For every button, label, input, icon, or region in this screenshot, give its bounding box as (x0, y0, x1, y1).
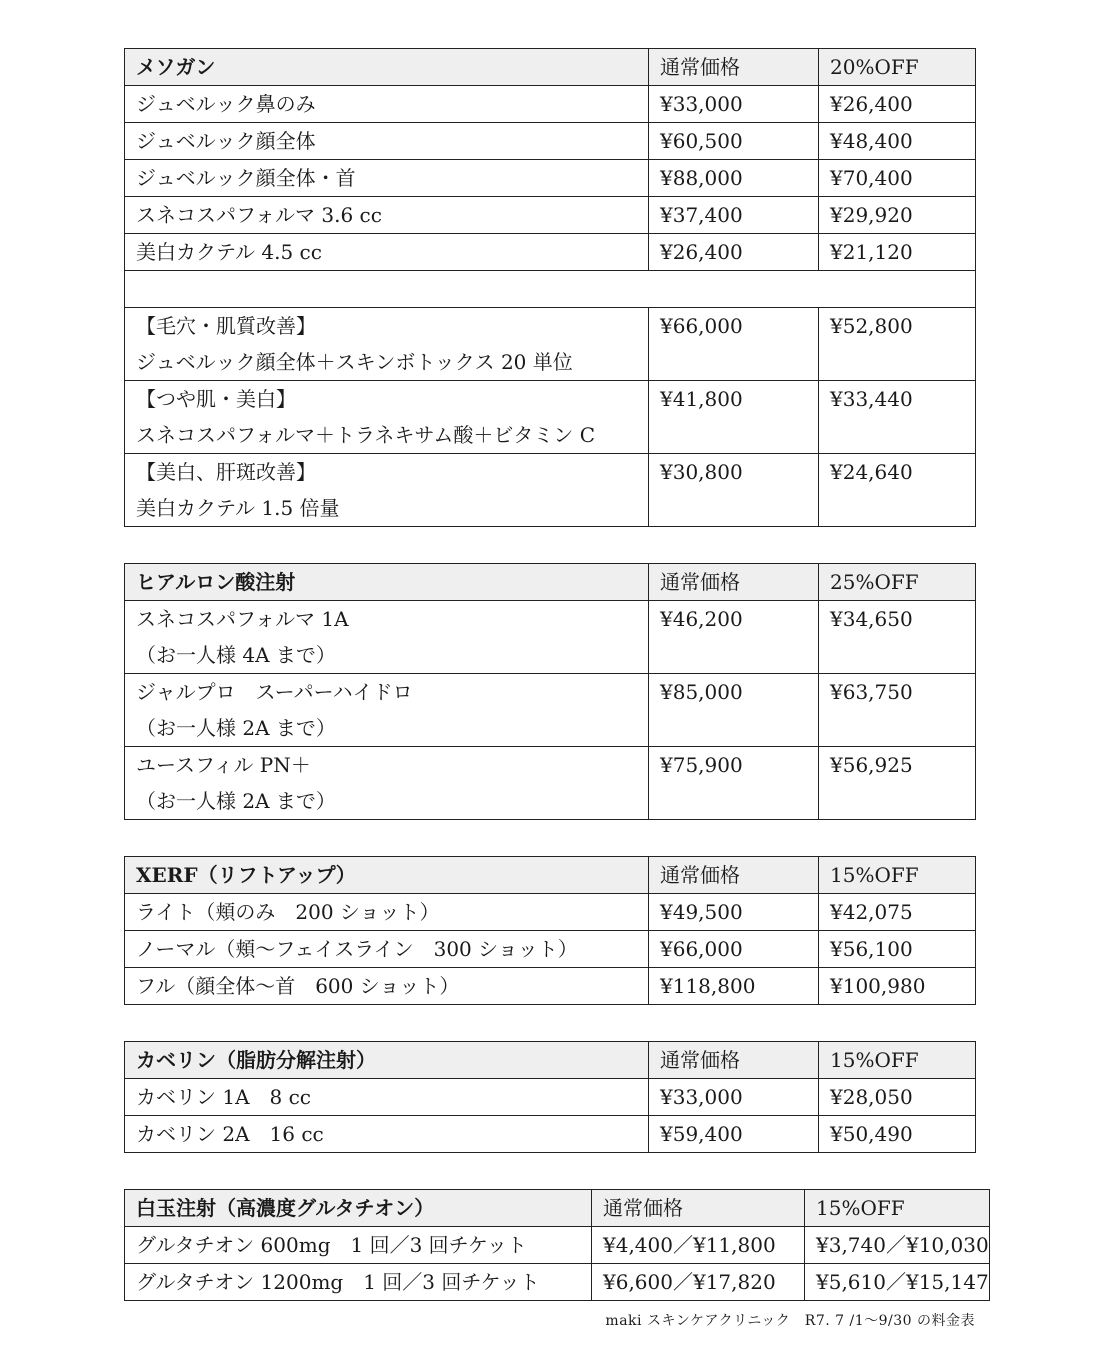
category-title: メソガン (125, 49, 649, 86)
table-header (125, 1190, 990, 1227)
discount-price: ¥50,490 (819, 1116, 976, 1153)
table-header (125, 564, 976, 601)
regular-price: ¥41,800 (649, 381, 819, 454)
regular-price: ¥6,600／¥17,820 (592, 1264, 805, 1301)
item-note: （お一人様 4A まで） (136, 643, 336, 667)
empty-cell (125, 271, 976, 308)
col-discount-price: 15%OFF (805, 1190, 990, 1227)
set-name: 美白カクテル 1.5 倍量 (136, 496, 340, 520)
table-row (125, 160, 976, 197)
discount-price: ¥26,400 (819, 86, 976, 123)
item-cell (125, 674, 649, 747)
item-cell (125, 601, 649, 674)
discount-price: ¥33,440 (819, 381, 976, 454)
regular-price: ¥49,500 (649, 894, 819, 931)
set-tag: 【美白、肝斑改善】 (136, 460, 316, 484)
table-row (125, 968, 976, 1005)
table-row (125, 1116, 976, 1153)
item-name: スネコスパフォルマ 1A (136, 607, 349, 631)
set-row (125, 454, 976, 527)
set-item-cell (125, 454, 649, 527)
item-note: （お一人様 2A まで） (136, 716, 336, 740)
item-name: ジュベルック顔全体 (125, 123, 649, 160)
regular-price: ¥118,800 (649, 968, 819, 1005)
set-row (125, 308, 976, 381)
set-row (125, 381, 976, 454)
discount-price: ¥24,640 (819, 454, 976, 527)
regular-price: ¥33,000 (649, 86, 819, 123)
category-title: XERF（リフトアップ） (125, 857, 649, 894)
item-name: ジャルプロ スーパーハイドロ (136, 680, 413, 704)
regular-price: ¥85,000 (649, 674, 819, 747)
col-regular-price: 通常価格 (649, 1042, 819, 1079)
item-name: ノーマル（頬～フェイスライン 300 ショット） (125, 931, 649, 968)
table-row (125, 894, 976, 931)
discount-price: ¥48,400 (819, 123, 976, 160)
table-row (125, 601, 976, 674)
discount-price: ¥3,740／¥10,030 (805, 1227, 990, 1264)
regular-price: ¥4,400／¥11,800 (592, 1227, 805, 1264)
table-row (125, 674, 976, 747)
regular-price: ¥33,000 (649, 1079, 819, 1116)
set-item-cell (125, 381, 649, 454)
regular-price: ¥37,400 (649, 197, 819, 234)
col-regular-price: 通常価格 (649, 564, 819, 601)
table-row (125, 1227, 990, 1264)
table-header (125, 857, 976, 894)
discount-price: ¥21,120 (819, 234, 976, 271)
discount-price: ¥29,920 (819, 197, 976, 234)
regular-price: ¥66,000 (649, 308, 819, 381)
table-row (125, 1264, 990, 1301)
discount-price: ¥56,100 (819, 931, 976, 968)
item-name: 美白カクテル 4.5 cc (125, 234, 649, 271)
category-title: ヒアルロン酸注射 (125, 564, 649, 601)
mesogun-table (124, 48, 976, 527)
glutathione-table (124, 1189, 990, 1301)
discount-price: ¥100,980 (819, 968, 976, 1005)
discount-price: ¥70,400 (819, 160, 976, 197)
table-row (125, 1079, 976, 1116)
discount-price: ¥5,610／¥15,147 (805, 1264, 990, 1301)
item-name: カベリン 2A 16 cc (125, 1116, 649, 1153)
item-cell (125, 747, 649, 820)
table-row (125, 931, 976, 968)
regular-price: ¥26,400 (649, 234, 819, 271)
discount-price: ¥34,650 (819, 601, 976, 674)
col-discount-price: 15%OFF (819, 1042, 976, 1079)
spacer-row (125, 271, 976, 308)
col-discount-price: 25%OFF (819, 564, 976, 601)
discount-price: ¥52,800 (819, 308, 976, 381)
regular-price: ¥60,500 (649, 123, 819, 160)
regular-price: ¥75,900 (649, 747, 819, 820)
regular-price: ¥46,200 (649, 601, 819, 674)
discount-price: ¥42,075 (819, 894, 976, 931)
table-header (125, 1042, 976, 1079)
regular-price: ¥59,400 (649, 1116, 819, 1153)
item-name: ジュベルック鼻のみ (125, 86, 649, 123)
discount-price: ¥63,750 (819, 674, 976, 747)
footer-note: maki スキンケアクリニック R7. 7 /1～9/30 の料金表 (605, 1313, 975, 1329)
regular-price: ¥88,000 (649, 160, 819, 197)
regular-price: ¥66,000 (649, 931, 819, 968)
col-discount-price: 15%OFF (819, 857, 976, 894)
col-regular-price: 通常価格 (649, 49, 819, 86)
discount-price: ¥28,050 (819, 1079, 976, 1116)
set-name: スネコスパフォルマ＋トラネキサム酸＋ビタミン C (136, 423, 596, 447)
table-header (125, 49, 976, 86)
kabelline-table (124, 1041, 976, 1153)
discount-price: ¥56,925 (819, 747, 976, 820)
item-name: ライト（頬のみ 200 ショット） (125, 894, 649, 931)
hyaluronic-table (124, 563, 976, 820)
item-name: フル（顔全体～首 600 ショット） (125, 968, 649, 1005)
col-discount-price: 20%OFF (819, 49, 976, 86)
table-row (125, 197, 976, 234)
regular-price: ¥30,800 (649, 454, 819, 527)
set-name: ジュベルック顔全体＋スキンボトックス 20 単位 (136, 350, 573, 374)
col-regular-price: 通常価格 (649, 857, 819, 894)
set-tag: 【毛穴・肌質改善】 (136, 314, 316, 338)
item-note: （お一人様 2A まで） (136, 789, 336, 813)
item-name: グルタチオン 1200mg 1 回／3 回チケット (125, 1264, 592, 1301)
col-regular-price: 通常価格 (592, 1190, 805, 1227)
category-title: カベリン（脂肪分解注射） (125, 1042, 649, 1079)
table-row (125, 123, 976, 160)
item-name: グルタチオン 600mg 1 回／3 回チケット (125, 1227, 592, 1264)
table-row (125, 234, 976, 271)
item-name: カベリン 1A 8 cc (125, 1079, 649, 1116)
set-item-cell (125, 308, 649, 381)
table-row (125, 747, 976, 820)
set-tag: 【つや肌・美白】 (136, 387, 296, 411)
item-name: スネコスパフォルマ 3.6 cc (125, 197, 649, 234)
item-name: ユースフィル PN＋ (136, 753, 311, 777)
category-title: 白玉注射（高濃度グルタチオン） (125, 1190, 592, 1227)
item-name: ジュベルック顔全体・首 (125, 160, 649, 197)
table-row (125, 86, 976, 123)
xerf-table (124, 856, 976, 1005)
